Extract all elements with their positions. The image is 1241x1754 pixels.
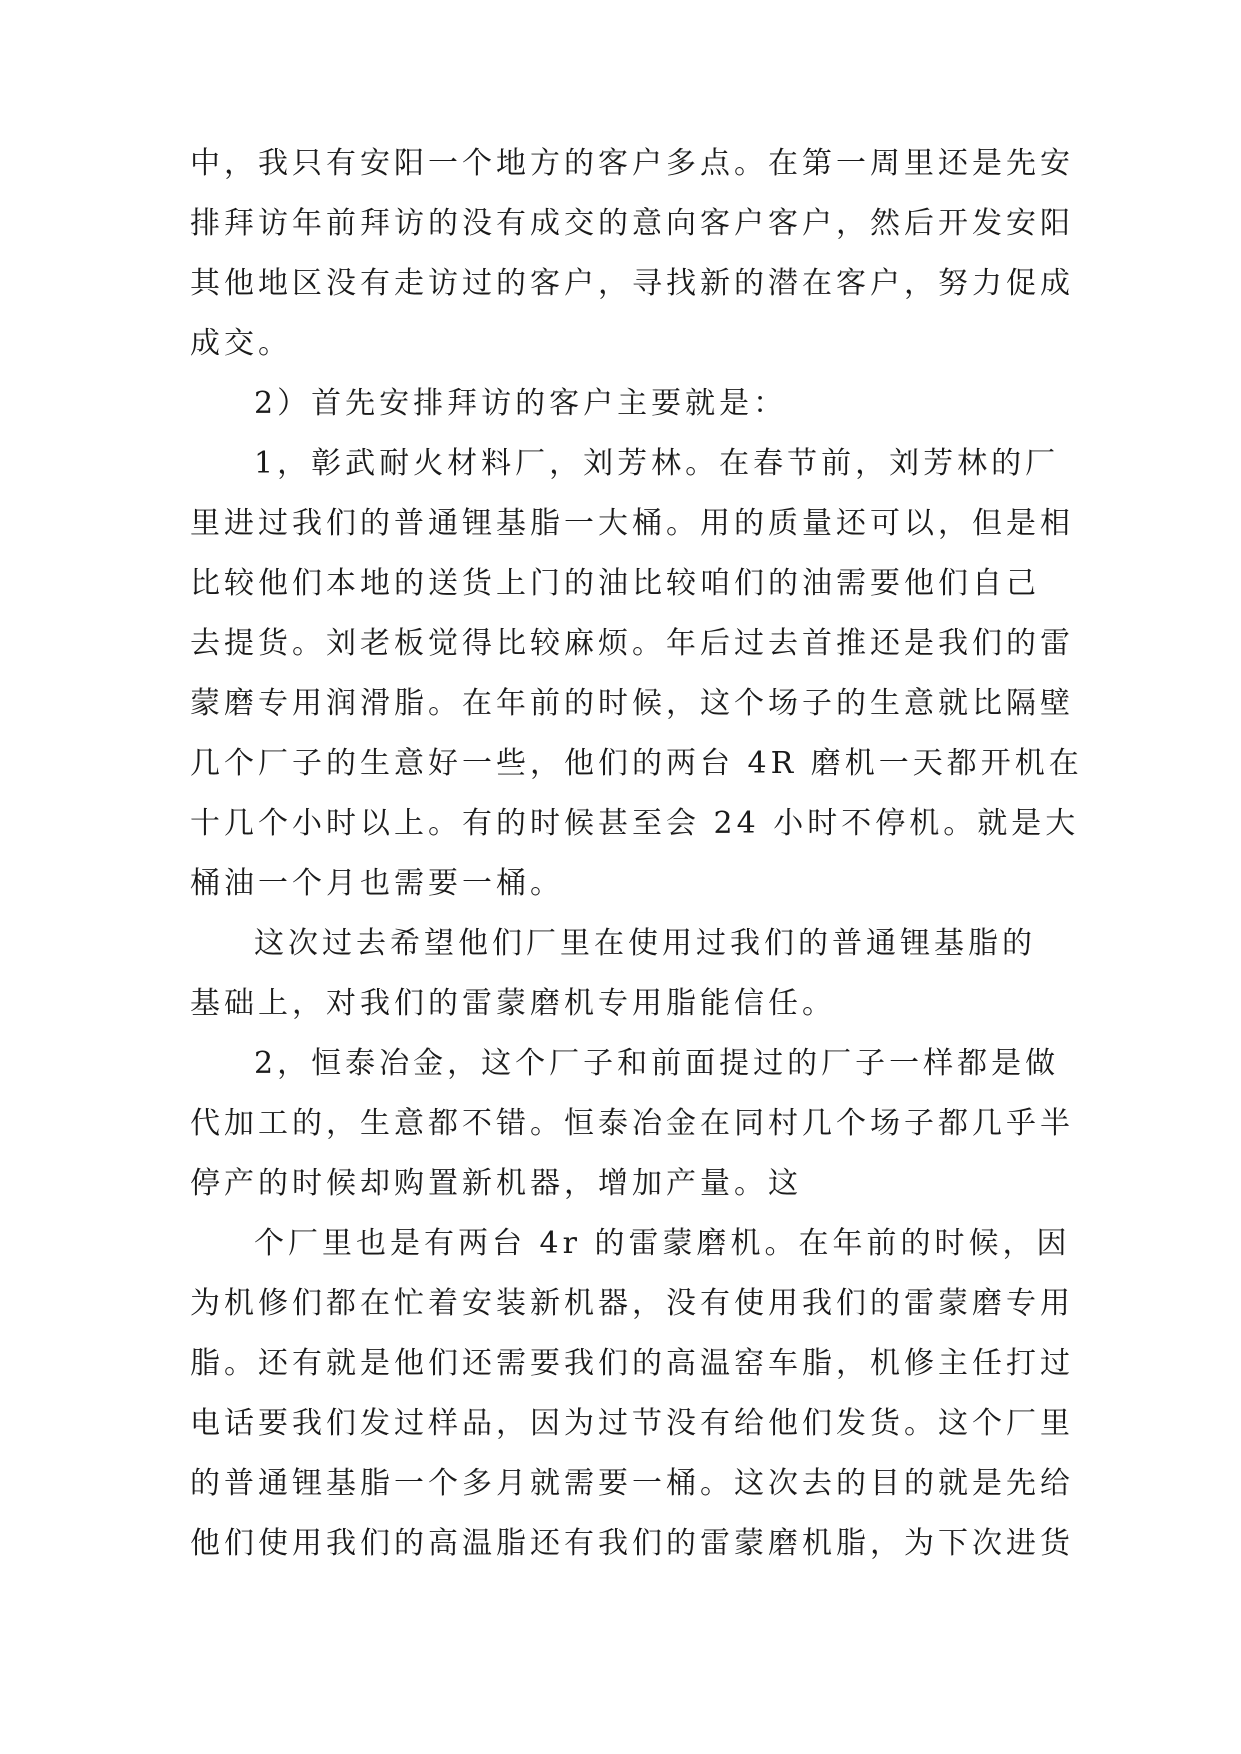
text-line: 个厂里也是有两台 4r 的雷蒙磨机。在年前的时候，因 bbox=[254, 1226, 1071, 1261]
text-line: 2）首先安排拜访的客户主要就是： bbox=[254, 386, 788, 421]
text-line: 蒙磨专用润滑脂。在年前的时候，这个场子的生意就比隔壁 bbox=[190, 686, 1074, 721]
text-line: 比较他们本地的送货上门的油比较咱们的油需要他们自己 bbox=[190, 566, 1040, 601]
text-line: 中，我只有安阳一个地方的客户多点。在第一周里还是先安 bbox=[190, 146, 1074, 181]
text-line: 其他地区没有走访过的客户，寻找新的潜在客户，努力促成 bbox=[190, 266, 1074, 301]
text-line: 去提货。刘老板觉得比较麻烦。年后过去首推还是我们的雷 bbox=[190, 626, 1074, 661]
text-line: 2，恒泰冶金，这个厂子和前面提过的厂子一样都是做 bbox=[254, 1046, 1060, 1081]
text-line: 电话要我们发过样品，因为过节没有给他们发货。这个厂里 bbox=[190, 1406, 1074, 1441]
text-line: 1，彰武耐火材料厂，刘芳林。在春节前，刘芳林的厂 bbox=[254, 446, 1060, 481]
text-line: 成交。 bbox=[190, 326, 292, 361]
text-line: 里进过我们的普通锂基脂一大桶。用的质量还可以，但是相 bbox=[190, 506, 1074, 541]
text-line: 为机修们都在忙着安装新机器，没有使用我们的雷蒙磨专用 bbox=[190, 1286, 1074, 1321]
text-line: 停产的时候却购置新机器，增加产量。这 bbox=[190, 1166, 802, 1201]
text-line: 他们使用我们的高温脂还有我们的雷蒙磨机脂，为下次进货 bbox=[190, 1526, 1074, 1561]
text-line: 几个厂子的生意好一些，他们的两台 4R 磨机一天都开机在 bbox=[190, 746, 1083, 781]
text-line: 的普通锂基脂一个多月就需要一桶。这次去的目的就是先给 bbox=[190, 1466, 1074, 1501]
text-line: 十几个小时以上。有的时候甚至会 24 小时不停机。就是大 bbox=[190, 806, 1080, 841]
text-line: 这次过去希望他们厂里在使用过我们的普通锂基脂的 bbox=[254, 926, 1036, 961]
text-line: 桶油一个月也需要一桶。 bbox=[190, 866, 564, 901]
document-body bbox=[190, 134, 1083, 1574]
text-line: 脂。还有就是他们还需要我们的高温窑车脂，机修主任打过 bbox=[190, 1346, 1074, 1381]
text-line: 基础上，对我们的雷蒙磨机专用脂能信任。 bbox=[190, 986, 836, 1021]
text-line: 排拜访年前拜访的没有成交的意向客户客户，然后开发安阳 bbox=[190, 206, 1074, 241]
text-line: 代加工的，生意都不错。恒泰冶金在同村几个场子都几乎半 bbox=[190, 1106, 1074, 1141]
